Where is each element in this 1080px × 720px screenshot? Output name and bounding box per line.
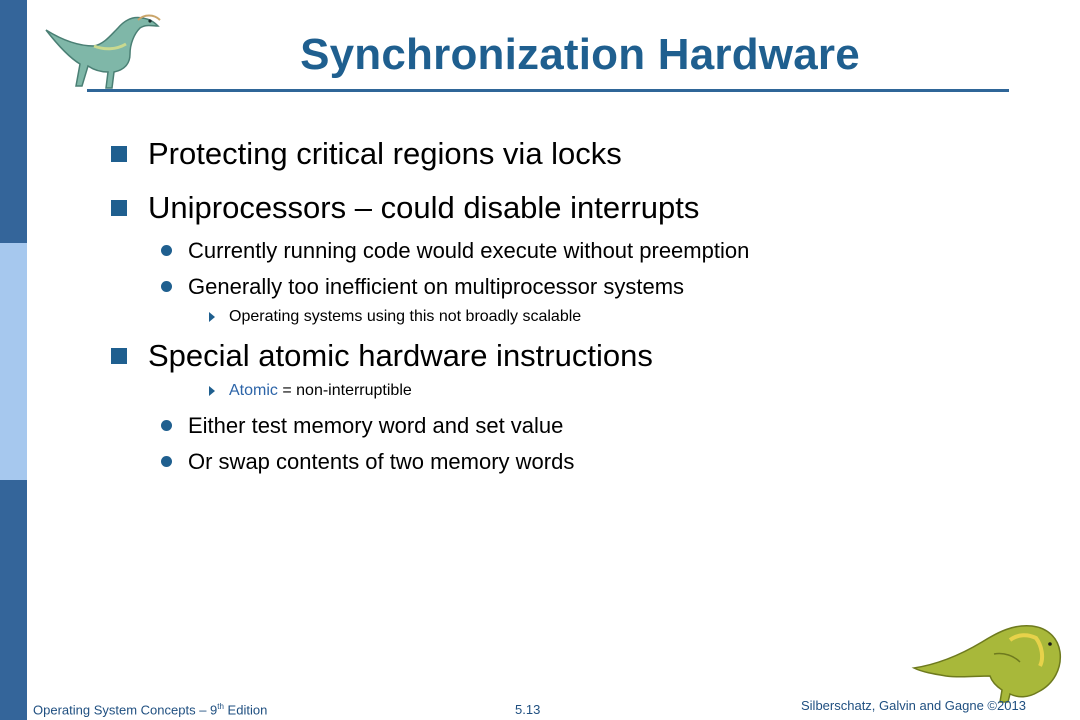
square-bullet-icon [111,200,127,216]
sub-bullet-item [161,238,749,264]
slide-title: Synchronization Hardware [300,30,860,79]
bullet-text: Special atomic hardware instructions [148,338,653,373]
footer-book-suffix: Edition [223,702,268,718]
dinosaur-corner-icon [910,606,1070,706]
left-stripe [0,0,27,720]
bullet-text: Generally too inefficient on multiprocessor systems [188,274,685,299]
footer-page-number: 5.13 [515,702,541,717]
bullet-text: = non-interruptible [277,382,412,399]
sub-bullet-item [161,449,574,475]
bullet-item [111,190,699,226]
stripe-top-segment [0,0,27,243]
title-underline [87,89,1009,92]
sub-sub-bullet-item [209,308,581,326]
stripe-bottom-segment [0,480,27,720]
footer-book-prefix: Operating System Concepts – 9 [33,702,218,718]
bullet-text: Either test memory word and set value [188,413,564,438]
footer-book-title [33,702,267,717]
triangle-bullet-icon [209,386,215,396]
footer-copyright: Silberschatz, Galvin and Gagne ©2013 [801,698,1026,713]
round-bullet-icon [161,420,172,431]
round-bullet-icon [161,281,172,292]
bullet-item [111,338,653,374]
triangle-bullet-icon [209,312,215,322]
sub-bullet-item [161,274,684,300]
round-bullet-icon [161,456,172,467]
stripe-middle-segment [0,243,27,480]
atomic-term: Atomic [229,382,278,399]
square-bullet-icon [111,146,127,162]
sub-bullet-item [161,413,563,439]
bullet-text: Operating systems using this not broadly scalable [229,308,582,325]
bullet-text: Uniprocessors – could disable interrupts [148,190,700,225]
bullet-text: Protecting critical regions via locks [148,136,622,171]
sub-sub-bullet-item [209,382,412,400]
bullet-text: Currently running code would execute without preemption [188,238,750,263]
square-bullet-icon [111,348,127,364]
footer-book-superscript: th [217,702,224,711]
bullet-item [111,136,622,172]
bullet-text: Or swap contents of two memory words [188,449,575,474]
dinosaur-logo-icon [38,6,168,91]
round-bullet-icon [161,245,172,256]
